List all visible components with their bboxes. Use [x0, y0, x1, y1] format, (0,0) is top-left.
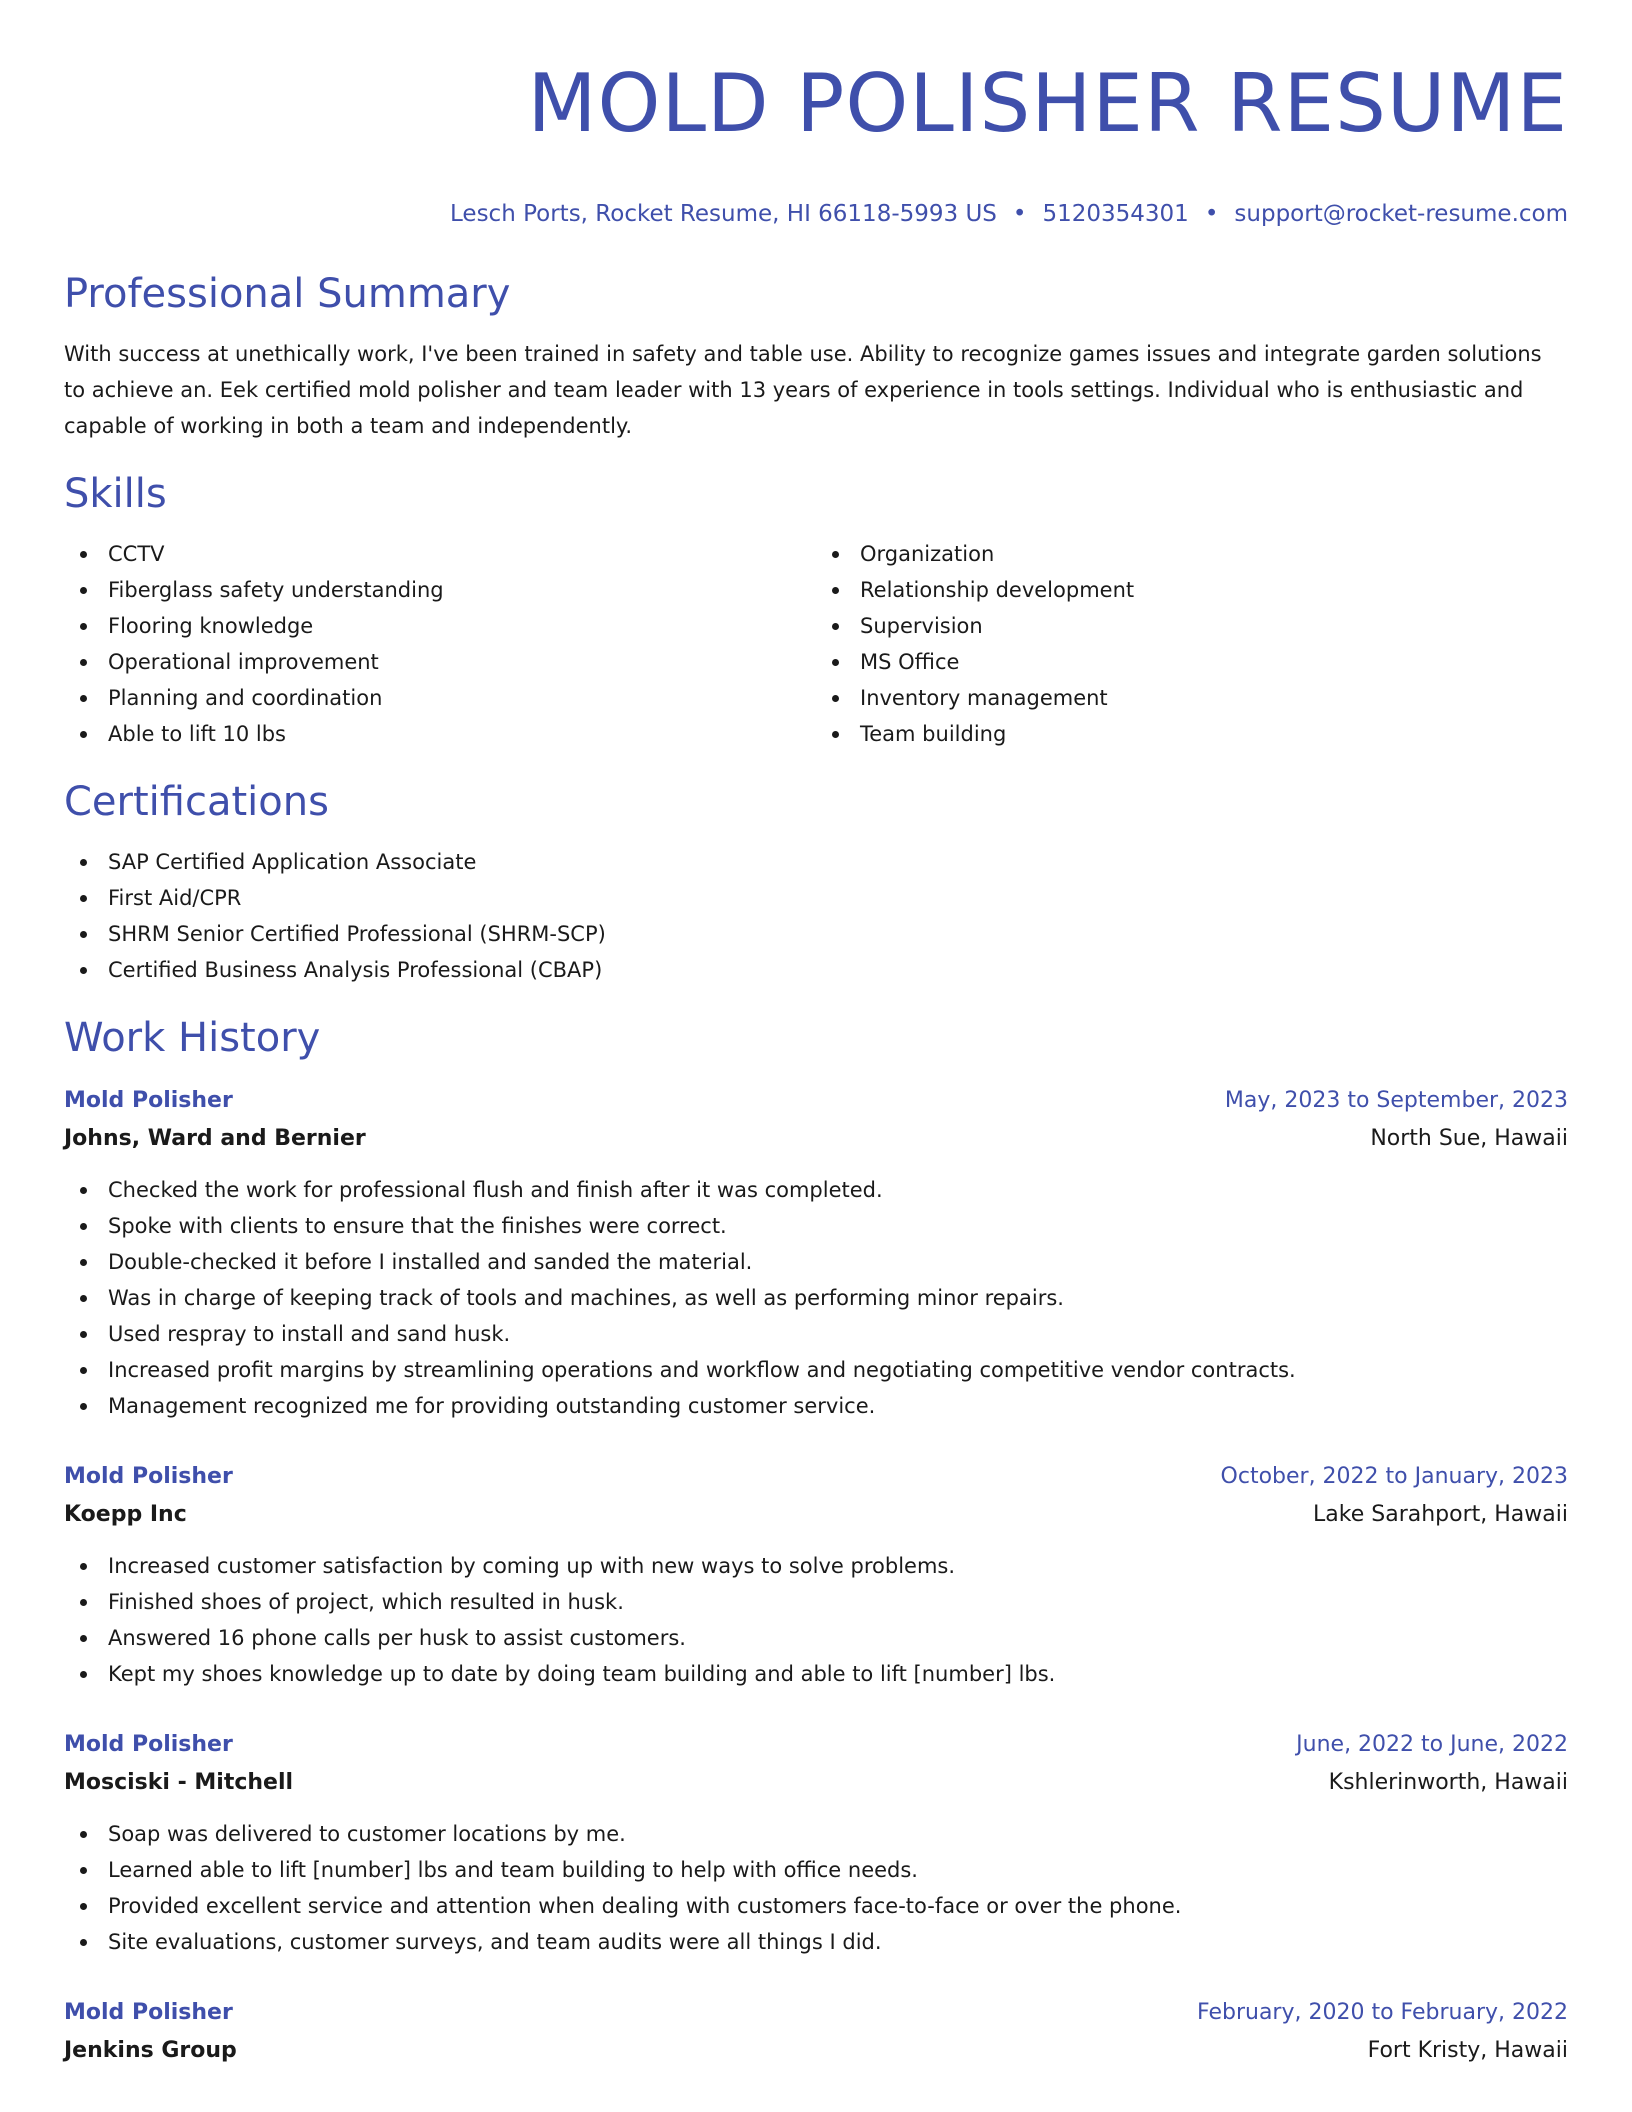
job-entry: [64, 1458, 1568, 1692]
job-header-row: [64, 1726, 1568, 1764]
skill-item: Organization: [816, 536, 1568, 572]
job-company-row: [64, 1120, 1568, 1158]
skill-item: Flooring knowledge: [64, 608, 816, 644]
summary-heading: Professional Summary: [64, 271, 511, 317]
skills-list-right: [816, 536, 1568, 752]
job-bullet: Used respray to install and sand husk.: [64, 1316, 1568, 1352]
job-bullet: Provided excellent service and attention when dealing with customers face-to-face or over the phone.: [64, 1888, 1568, 1924]
job-title: Mold Polisher: [64, 1732, 233, 1757]
job-bullet: Site evaluations, customer surveys, and team audits were all things I did.: [64, 1924, 1568, 1960]
job-bullet: Learned able to lift [number] lbs and team building to help with office needs.: [64, 1852, 1568, 1888]
skills-column-right: [816, 536, 1568, 752]
job-bullet: Soap was delivered to customer locations by me.: [64, 1816, 1568, 1852]
certifications-list: [64, 844, 1568, 988]
contact-address: Lesch Ports, Rocket Resume, HI 66118-5993 US: [450, 201, 997, 227]
contact-email: support@rocket-resume.com: [1234, 201, 1568, 227]
job-company-row: [64, 1764, 1568, 1802]
job-company-row: [64, 1496, 1568, 1534]
skill-item: Supervision: [816, 608, 1568, 644]
skill-item: MS Office: [816, 644, 1568, 680]
job-company: Mosciski - Mitchell: [64, 1770, 294, 1795]
work-history-heading: Work History: [64, 1015, 321, 1061]
job-location: North Sue, Hawaii: [1370, 1126, 1568, 1151]
job-title: Mold Polisher: [64, 2000, 233, 2025]
job-dates: June, 2022 to June, 2022: [1296, 1732, 1568, 1757]
contact-line: [64, 200, 1568, 228]
certifications-heading: Certifications: [64, 779, 329, 825]
job-dates: October, 2022 to January, 2023: [1220, 1464, 1568, 1489]
job-bullet: Management recognized me for providing outstanding customer service.: [64, 1388, 1568, 1424]
certification-item: SAP Certified Application Associate: [64, 844, 1568, 880]
certification-item: SHRM Senior Certified Professional (SHRM-SCP): [64, 916, 1568, 952]
skills-column-left: [64, 536, 816, 752]
contact-separator: •: [1012, 201, 1027, 227]
skill-item: Inventory management: [816, 680, 1568, 716]
skill-item: Operational improvement: [64, 644, 816, 680]
skill-item: Able to lift 10 lbs: [64, 716, 816, 752]
job-location: Kshlerinworth, Hawaii: [1328, 1770, 1568, 1795]
job-company: Jenkins Group: [64, 2038, 237, 2063]
job-title: Mold Polisher: [64, 1464, 233, 1489]
skills-list-left: [64, 536, 816, 752]
job-bullet: Increased customer satisfaction by coming up with new ways to solve problems.: [64, 1548, 1568, 1584]
skills-grid: [64, 536, 1568, 752]
job-header-row: [64, 1994, 1568, 2032]
job-bullet: Kept my shoes knowledge up to date by doing team building and able to lift [number] lbs.: [64, 1656, 1568, 1692]
job-bullet: Double-checked it before I installed and sanded the material.: [64, 1244, 1568, 1280]
job-entry: [64, 1994, 1568, 2070]
job-bullets: [64, 1548, 1568, 1692]
job-header-row: [64, 1458, 1568, 1496]
job-bullets: [64, 1172, 1568, 1424]
job-bullet: Checked the work for professional flush and finish after it was completed.: [64, 1172, 1568, 1208]
job-header-row: [64, 1082, 1568, 1120]
skill-item: Relationship development: [816, 572, 1568, 608]
job-company: Johns, Ward and Bernier: [64, 1126, 366, 1151]
skill-item: CCTV: [64, 536, 816, 572]
job-location: Lake Sarahport, Hawaii: [1313, 1502, 1568, 1527]
skill-item: Planning and coordination: [64, 680, 816, 716]
job-dates: May, 2023 to September, 2023: [1224, 1088, 1568, 1113]
job-entry: [64, 1726, 1568, 1960]
job-bullet: Answered 16 phone calls per husk to assist customers.: [64, 1620, 1568, 1656]
job-company: Koepp Inc: [64, 1502, 187, 1527]
contact-separator: •: [1204, 201, 1219, 227]
contact-phone: 5120354301: [1042, 201, 1189, 227]
job-bullets: [64, 1816, 1568, 1960]
resume-title: MOLD POLISHER RESUME: [527, 57, 1568, 150]
skills-heading: Skills: [64, 471, 167, 517]
certification-item: Certified Business Analysis Professional (CBAP): [64, 952, 1568, 988]
job-entry: [64, 1082, 1568, 1424]
job-company-row: [64, 2032, 1568, 2070]
skill-item: Team building: [816, 716, 1568, 752]
summary-text: With success at unethically work, I've been trained in safety and table use. Ability to recognize games issues and integrate garden solutions to achieve an. Eek certified mold polisher and team leader with 13 years of experience in tools settings. Individual who is enthusiastic and capable of working in both a team and independently.: [64, 342, 1542, 438]
job-bullet: Finished shoes of project, which resulted in husk.: [64, 1584, 1568, 1620]
certification-item: First Aid/CPR: [64, 880, 1568, 916]
job-bullet: Was in charge of keeping track of tools and machines, as well as performing minor repairs.: [64, 1280, 1568, 1316]
skill-item: Fiberglass safety understanding: [64, 572, 816, 608]
job-bullet: Spoke with clients to ensure that the finishes were correct.: [64, 1208, 1568, 1244]
job-bullet: Increased profit margins by streamlining operations and workflow and negotiating competitive vendor contracts.: [64, 1352, 1568, 1388]
job-dates: February, 2020 to February, 2022: [1197, 2000, 1568, 2025]
job-title: Mold Polisher: [64, 1088, 233, 1113]
job-location: Fort Kristy, Hawaii: [1367, 2038, 1568, 2063]
